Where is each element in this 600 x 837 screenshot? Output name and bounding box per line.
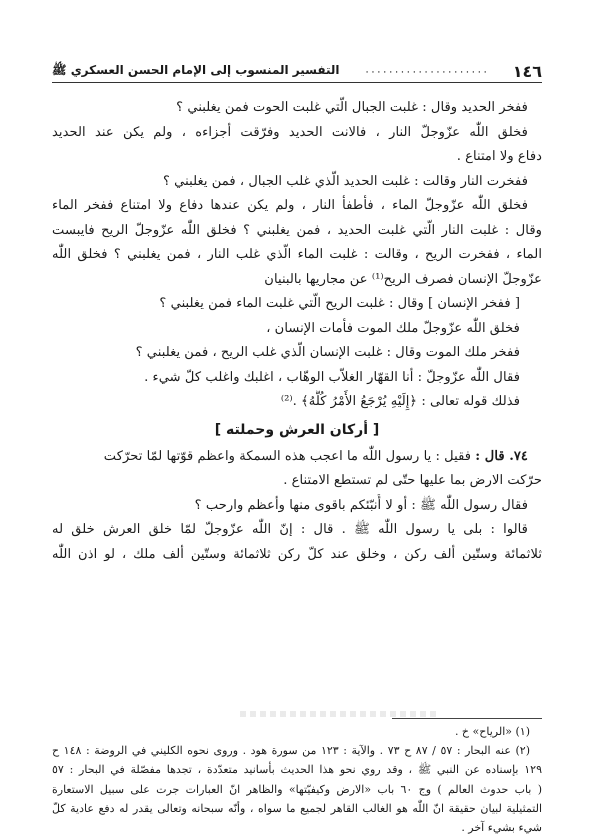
running-header <box>52 60 542 83</box>
footnote-line: ١٢٩ بإسناده عن النبي ﷺ ، وقد روي نحو هذا الحديث بأسانيد متعدّدة ، تجدها مفصّلة في البحار : ٥٧ <box>52 763 542 777</box>
footnote-line: شيء بشيء آخر . <box>461 820 542 834</box>
text-line: قالوا : بلى يا رسول اللّٰه ﷺ . قال : إنّ اللّٰه عزّوجلّ لمّا خلق العرش خلق له <box>52 522 528 537</box>
text-line: فذلك قوله تعالى : ﴿إِلَيْهِ يُرْجَعُ الأَمْرُ كُلُّهُ﴾ .⁽²⁾ <box>280 394 520 409</box>
text-span: فقيل : يا رسول اللّٰه ما اعجب هذه السمكة واعظم قوّتها لمّا تحرّكت <box>103 448 472 464</box>
text-line: [ ففخر الإنسان ] وقال : غلبت الريح الّتي غلبت الماء فمن يغلبني ؟ <box>159 296 520 311</box>
bleed-through <box>240 711 440 717</box>
text-line: فخلق اللّٰه عزّوجلّ ملك الموت فأمات الإنسان ، <box>266 320 520 336</box>
honorific: ﷺ <box>52 62 67 77</box>
text-line: ففخرت النار وقالت : غلبت الحديد الّذي غلب الجبال ، فمن يغلبني ؟ <box>162 173 528 189</box>
text-line: ففخر الحديد وقال : غلبت الجبال الّتي غلبت الحوت فمن يغلبني ؟ <box>176 100 528 115</box>
main-text <box>52 96 542 567</box>
section-title: [ أركان العرش وحملته ] <box>214 421 380 438</box>
footnote-line: ( باب حدوث العالم ) وج ٦٠ باب «الارض وكيفيّتها» والظاهر انّ العبارات جرت على سبيل الاستعارة <box>52 782 542 796</box>
text-line: فقال رسول اللّٰه ﷺ : أو لا أُنبّئكم باقوى منها وأعظم وارحب ؟ <box>194 497 528 513</box>
page-number: ١٤٦ <box>512 61 542 81</box>
text-line: فخلق اللّٰه عزّوجلّ النار ، فالانت الحديد وفرّقت أجزاءه ، ولم يكن عند الحديد <box>52 124 528 140</box>
footnote-rule <box>392 718 542 719</box>
footnote-line: (١) «الرياح» خ . <box>454 725 530 738</box>
footnote-line: التمثيلية لبيان حقيقة انّ اللّٰه هو الغالب القاهر لجميع ما سواه ، وأنّه سبحانه وتعالى يقدر له دفع عادية كلّ <box>52 801 542 815</box>
text-line: وقال : غلبت النار الّتي غلبت الحديد ، فمن يغلبني ؟ فخلق اللّٰه عزّوجلّ الريح فايبست <box>52 222 542 238</box>
text-line: فخلق اللّٰه عزّوجلّ الماء ، فأطفأ النار ، ولم يكن عندها دفاع ولا امتناع ففخر الماء <box>52 198 528 213</box>
text-line: ففخر ملك الموت وقال : غلبت الإنسان الّذي غلب الريح ، فمن يغلبني ؟ <box>135 345 520 360</box>
text-line: ثلاثمائة وستّين ألف ركن ، وخلق عند كلّ ركن ثلاثمائة وستّين ألف ملك ، لو اذن اللّٰه <box>52 546 542 562</box>
text-line: الماء ، ففخرت الريح ، وقالت : غلبت الماء الّذي غلب النار ، فمن يغلبني ؟ فخلق اللّٰه <box>52 247 542 262</box>
hadith-number: ٧٤. قال : <box>475 448 528 464</box>
text-line: فقال اللّٰه عزّوجلّ : أنا القهّار الغلاّب الوهّاب ، اغلبك واغلب كلّ شيء . <box>144 369 520 385</box>
text-line: حرّكت الارض بما عليها حتّى لم تستطع الامتناع . <box>283 473 542 488</box>
header-dots: ٠٠٠٠٠٠٠٠٠٠٠٠٠٠٠٠٠٠٠٠٠ <box>364 64 489 78</box>
text-line <box>52 445 542 470</box>
book-title <box>52 63 340 80</box>
text-line: دفاع ولا امتناع . <box>456 149 542 164</box>
footnotes <box>52 722 542 837</box>
footnote-line: (٢) عنه البحار : ٥٧ / ٨٧ ح ٧٣ . والآية : ١٢٣ من سورة هود . وروى نحوه الكليني في الروضة : ١٤٨ ح <box>52 744 530 758</box>
text-line: عزّوجلّ الإنسان فصرف الريح⁽¹⁾ عن مجاريها بالبنيان <box>264 271 542 287</box>
book-title-text: التفسير المنسوب إلى الإمام الحسن العسكري <box>70 62 340 77</box>
